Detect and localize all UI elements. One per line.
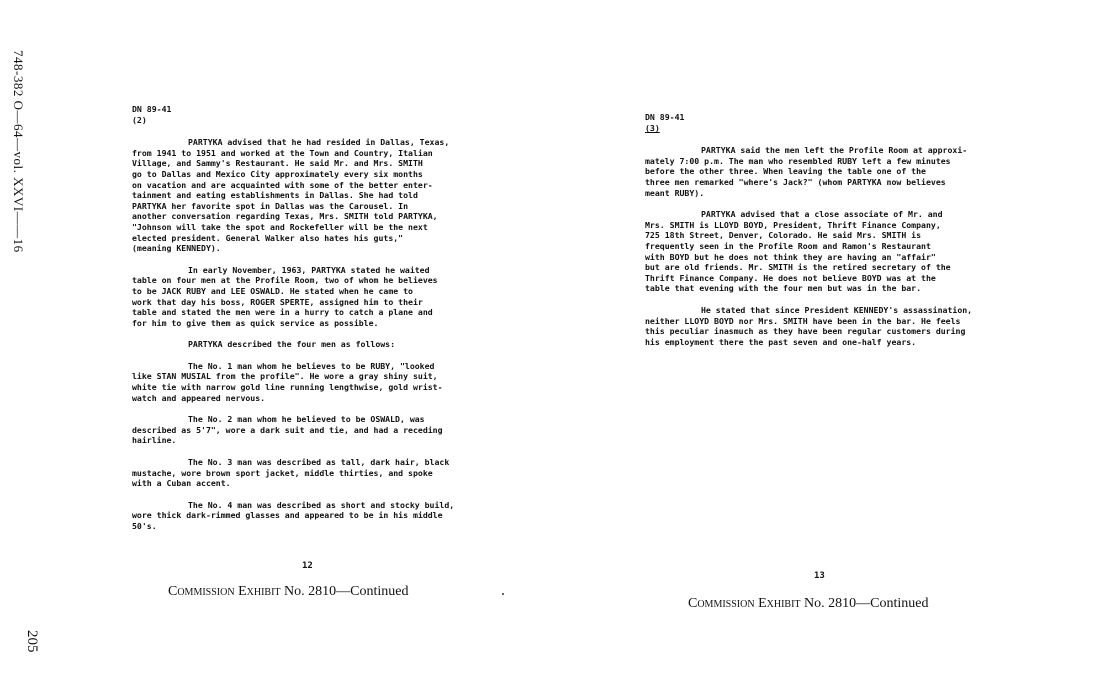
text-line: go to Dallas and Mexico City approximately every six months xyxy=(132,168,423,179)
left-sheet-number: (2) xyxy=(132,114,147,125)
text-line: three men remarked "where's Jack?" (whom PARTYKA now believes xyxy=(645,176,946,187)
text-line: The No. 2 man whom he believed to be OSWALD, was xyxy=(188,414,425,425)
paragraph xyxy=(132,265,497,329)
text-line: hairline. xyxy=(132,435,177,446)
text-line: tainment and eating establishments in Dallas. She had told xyxy=(132,190,418,201)
text-line: PARTYKA advised that he had resided in Dallas, Texas, xyxy=(188,137,450,148)
paragraph xyxy=(132,361,497,403)
paragraph xyxy=(132,500,497,532)
text-line: The No. 4 man was described as short and stocky build, xyxy=(188,499,455,510)
text-line: neither LLOYD BOYD nor Mrs. SMITH have been in the bar. He feels xyxy=(645,315,961,326)
left-body xyxy=(132,137,497,531)
text-line: PARTYKA described the four men as follows: xyxy=(188,339,396,350)
paragraph xyxy=(132,457,497,489)
right-body xyxy=(645,145,1015,347)
left-page-number: 12 xyxy=(302,561,313,571)
right-page-number: 13 xyxy=(814,571,825,581)
text-line: wore thick dark-rimmed glasses and appeared to be in his middle xyxy=(132,510,443,521)
right-caption xyxy=(688,596,928,612)
text-line: on vacation and are acquainted with some of the better enter- xyxy=(132,179,433,190)
right-caption-prefix: Commission Exhibit xyxy=(688,596,801,611)
right-page xyxy=(645,112,1015,358)
text-line: The No. 3 man was described as tall, dark hair, black xyxy=(188,457,450,468)
text-line: 725 18th Street, Denver, Colorado. He said Mrs. SMITH is xyxy=(645,230,922,241)
left-file-ref: DN 89-41 xyxy=(132,104,172,114)
text-line: with BOYD but he does not think they are having an "affair" xyxy=(645,251,936,262)
text-line: PARTYKA said the men left the Profile Room at approxi- xyxy=(701,145,968,156)
left-caption xyxy=(168,584,408,600)
text-line: PARTYKA her favorite spot in Dallas was the Carousel. In xyxy=(132,200,409,211)
right-caption-suffix: No. 2810—Continued xyxy=(804,596,929,611)
text-line: In early November, 1963, PARTYKA stated he waited xyxy=(188,264,430,275)
text-line: but are old friends. Mr. SMITH is the retired secretary of the xyxy=(645,262,951,273)
text-line: table and stated the men were in a hurry to catch a plane and xyxy=(132,307,433,318)
scan-speck xyxy=(502,593,504,595)
text-line: Village, and Sammy's Restaurant. He said Mr. and Mrs. SMITH xyxy=(132,158,423,169)
paragraph xyxy=(645,209,1015,294)
text-line: work that day his boss, ROGER SPERTE, assigned him to their xyxy=(132,296,423,307)
text-line: table that evening with the four men but was in the bar. xyxy=(645,283,922,294)
paragraph xyxy=(132,414,497,446)
margin-page-number: 205 xyxy=(24,630,40,653)
text-line: (meaning KENNEDY). xyxy=(132,243,221,254)
text-line: "Johnson will take the spot and Rockefeller will be the next xyxy=(132,221,428,232)
text-line: watch and appeared nervous. xyxy=(132,392,266,403)
text-line: 50's. xyxy=(132,521,157,531)
text-line: Mrs. SMITH is LLOYD BOYD, President, Thrift Finance Company, xyxy=(645,219,941,230)
paragraph xyxy=(645,145,1015,198)
text-line: elected president. General Walker also hates his guts," xyxy=(132,232,404,243)
text-line: with a Cuban accent. xyxy=(132,478,231,489)
text-line: before the other three. When leaving the table one of the xyxy=(645,166,926,177)
text-line: for him to give them as quick service as possible. xyxy=(132,317,379,328)
paragraph xyxy=(132,339,497,350)
text-line: this peculiar inasmuch as they have been regular customers during xyxy=(645,326,966,337)
left-caption-prefix: Commission Exhibit xyxy=(168,584,281,599)
left-caption-suffix: No. 2810—Continued xyxy=(284,584,409,599)
text-line: table on four men at the Profile Room, two of whom he believes xyxy=(132,275,438,286)
right-sheet-number: (3) xyxy=(645,122,660,133)
text-line: frequently seen in the Profile Room and Ramon's Restaurant xyxy=(645,240,931,251)
text-line: PARTYKA advised that a close associate of Mr. and xyxy=(701,209,943,220)
text-line: white tie with narrow gold line running lengthwise, gold wrist- xyxy=(132,382,443,393)
left-page xyxy=(132,104,497,543)
text-line: his employment there the past seven and one-half years. xyxy=(645,336,917,347)
text-line: mustache, wore brown sport jacket, middle thirties, and spoke xyxy=(132,467,433,478)
text-line: He stated that since President KENNEDY's assassination, xyxy=(701,304,973,315)
margin-volume-label: 748-382 O—64—vol. XXVI——16 xyxy=(11,50,26,253)
right-file-ref: DN 89-41 xyxy=(645,112,685,122)
text-line: to be JACK RUBY and LEE OSWALD. He stated when he came to xyxy=(132,285,413,296)
text-line: The No. 1 man whom he believes to be RUBY, "looked xyxy=(188,360,435,371)
text-line: another conversation regarding Texas, Mrs. SMITH told PARTYKA, xyxy=(132,211,438,222)
text-line: meant RUBY). xyxy=(645,187,705,198)
paragraph xyxy=(132,137,497,254)
paragraph xyxy=(645,305,1015,347)
text-line: from 1941 to 1951 and worked at the Town and Country, Italian xyxy=(132,147,433,158)
text-line: Thrift Finance Company. He does not believe BOYD was at the xyxy=(645,272,936,283)
text-line: like STAN MUSIAL from the profile". He wore a gray shiny suit, xyxy=(132,371,438,382)
text-line: described as 5'7", wore a dark suit and tie, and had a receding xyxy=(132,424,443,435)
text-line: mately 7:00 p.m. The man who resembled RUBY left a few minutes xyxy=(645,155,951,166)
